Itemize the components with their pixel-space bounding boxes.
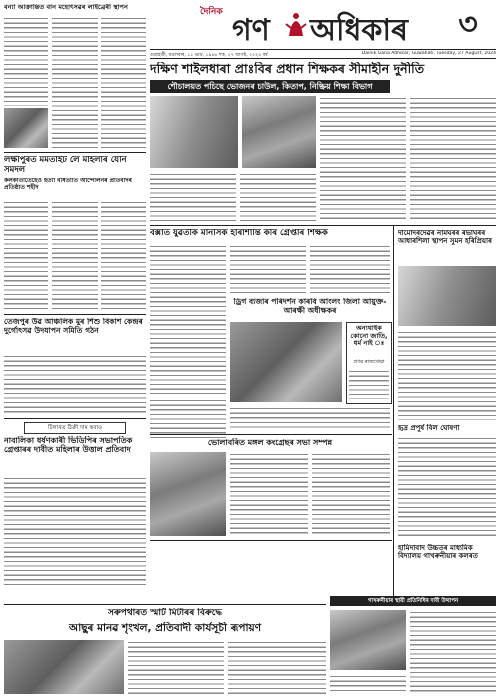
masthead-rule [150, 49, 496, 50]
left-text-2c [101, 200, 146, 310]
bottom-text-d [330, 674, 406, 694]
top-text-b [240, 172, 316, 222]
bottom-photo-1 [4, 640, 124, 694]
left-headline-1: বন্যা আক্ৰান্তিত বান মহোৎসৱৰ লাইব্ৰেৰী স্থাপন [4, 4, 128, 11]
left-text-4a [4, 476, 146, 588]
top-headline: দক্ষিণ শাইলধাৰা প্ৰাঃবিৰ প্ৰধান শিক্ষকৰ সীমাহীন দুনীতি [150, 62, 425, 76]
bottom-mid-rule [150, 540, 392, 541]
mid-text-a [150, 244, 226, 394]
left-text-2b [52, 200, 98, 310]
bottom-mid-text-b [312, 452, 390, 536]
drug-rule [150, 434, 392, 435]
quote-box [346, 322, 392, 404]
mid-rule-v [393, 226, 394, 600]
masthead-small: দৈনিক [200, 7, 223, 17]
drug-text-b [230, 406, 390, 430]
dateline-en: Dainik Gana Adhikar, Guwahati, Tuesday, 27 August, 2024 [361, 51, 496, 56]
dateline: গুৱাহাটী, মঙলবাৰ, ১১ ভাদ্ৰ, ১৯৪৬ শক, ২৭ আগষ্ট, ২০২৪ বৰ্ষ [150, 53, 268, 58]
mid-headline: বক্সাত যুৱতীক মানসিক হাৰাশান্তি কৰি গ্ৰেপ্তাৰ শিক্ষক [150, 229, 328, 238]
left-rule-2 [4, 314, 146, 315]
bottom-headline-1: সৰুপথাৰত স্মাৰ্ট মিটাৰৰ বিৰুদ্ধে [108, 608, 222, 618]
right-photo [398, 266, 496, 326]
top-text-d [410, 96, 496, 222]
top-text-a [150, 172, 236, 222]
school-headline: হামিদাবাদ উচ্চতৰ মাধ্যমিক বিদ্যালয় গাখৰুনীয়াৰ কলৰত [398, 544, 478, 561]
bottom-rule [4, 604, 326, 605]
top-photo-2 [242, 96, 316, 168]
bottom-photo-2 [330, 610, 406, 670]
left-text-3a [4, 354, 146, 414]
mid-text-b [230, 244, 306, 294]
left-text-2a [4, 200, 48, 310]
masthead [150, 4, 495, 48]
bottom-text-b [228, 640, 326, 694]
top-photo-1 [150, 96, 238, 168]
bottom-banner: গাখৰুনীয়াৰ স্থায়ী প্ৰতিনিধিৰ দাবী উত্থাপন [330, 596, 496, 606]
drug-photo [230, 322, 342, 402]
right-text-b [398, 436, 496, 536]
left-text-1c [101, 16, 146, 148]
left-photo-1 [4, 108, 48, 148]
left-headline-2: লক্ষীপুৰত মমতাইট লৈ মহিলাৰ যৌন সমদল [4, 156, 127, 175]
left-headline-2-sub: কলকাতাতেহৈও হত্যা বৰ্ষিতাতি আন্দোলনৰ প্ৰতিবাদৰ প্ৰতিষ্ঠাত শহীদ [4, 178, 132, 191]
masthead-title-left: গণ [232, 13, 270, 48]
left-box-label: টিলাৰত ঠিক্ৰী দাম স্থবাও [24, 422, 126, 434]
left-rule-3 [4, 418, 146, 419]
right-headline-2: হৃদ্ৰ প্ৰপুৰ্ষ বিল ঘোষণা [398, 424, 460, 432]
top-text-c [320, 96, 406, 222]
quote-text: অন্যথাইক কোনো জাতি, ধৰ্ম নাই ঃ [350, 325, 388, 348]
left-column [4, 4, 146, 604]
bottom-headline-2: আছুৰ মানৱ শৃংখল, প্ৰতিবাদী কাৰ্যসূচী ৰূপায়ণ [68, 622, 262, 634]
bottom-text-c [410, 610, 496, 694]
quote-lines [349, 369, 389, 399]
right-headline: দামোদৰদেৱৰ নামঘৰৰ ৰভাঘৰৰ আধাৰশিলা স্থাপন সুমন হৰিপ্ৰিয়াৰ [398, 229, 492, 246]
mid-text-c [310, 244, 390, 294]
masthead-title-right: অধিকাৰ [310, 13, 408, 48]
top-rule [150, 225, 496, 226]
masthead-logo-icon [285, 12, 307, 38]
left-text-1a [4, 16, 48, 106]
left-headline-4: নাবালিকা ধৰ্ষণকাৰী ভিডিপিৰ সভাপতিক গ্ৰেপ্তাৰৰ দাবীত মহিলাৰ উত্তাল প্ৰতিবাদ [4, 436, 133, 455]
page-number: ৩ [450, 8, 486, 44]
bottom-mid-headline: ভোলাবৰিত মঙ্গল কংগ্ৰেছৰ সভা সম্পন্ন [207, 438, 333, 447]
drug-headline: ড্ৰিগ ব্যজাৰ পৰিদৰ্শন কাৰবি আংলং জিলা আয়ুক্ত-আৰক্ষী অধীক্ষকৰ [233, 298, 387, 315]
bottom-mid-text-a [230, 452, 308, 536]
drug-text-a [150, 398, 226, 438]
dateline-rule [150, 58, 496, 59]
left-headline-3: তেজপুৰ উৱ আঞ্চলিক মুৰ শিশু বিকাশ কেন্দ্ৰৰ দুৰ্গোৎসৱ উদযাপন সমিতি গঠন [4, 318, 143, 335]
right-text-a [398, 330, 496, 420]
left-rule-1 [4, 152, 146, 153]
bottom-mid-photo [150, 452, 226, 536]
left-text-1b [52, 16, 98, 148]
quote-sub: প্ৰণৱ ৰাজখোৱা [353, 359, 385, 365]
bottom-text-a [128, 640, 224, 694]
top-banner: শৌচালয়ত পচিছে ভোজনৰ চাউল, কিতাপ, নিষ্ক্ৰিয় শিক্ষা বিভাগ [150, 80, 390, 93]
